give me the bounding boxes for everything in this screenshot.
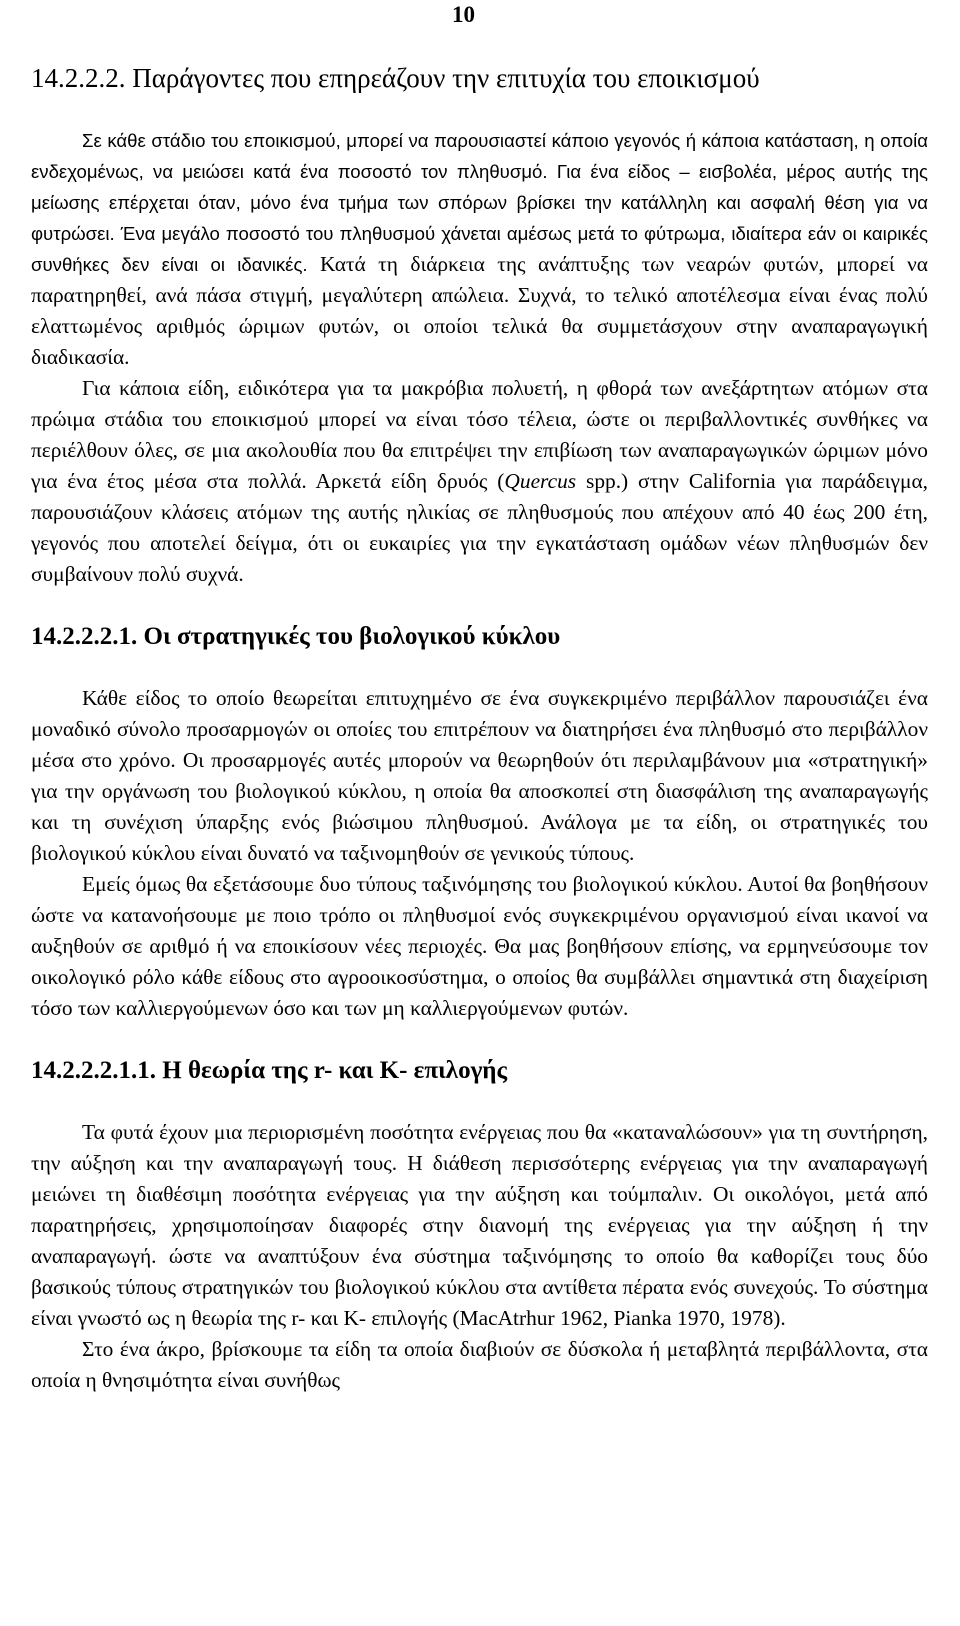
paragraph-text: spp.) στην California για παράδειγμα, παρουσιάζουν κλάσεις ατόμων της αυτής ηλικίας σε πληθυσμούς που απέχουν από 40 έως 200 έτη, γεγονός που αποτελεί δείγμα, ότι οι ευκαιρίες για την εγκατάσταση ομάδων νέων πληθυσμών δεν συμβαίνουν πολύ συχνά. (31, 469, 929, 586)
body-paragraph (31, 373, 928, 590)
paragraph-text-serif: Κατά τη διάρκεια της ανάπτυξης των νεαρών φυτών, μπορεί να παρατηρηθεί, ανά πάσα στιγμή, μεγαλύτερη απώλεια. Συχνά, το τελικό αποτέλεσμα είναι ένας πολύ ελαττωμένος αριθμός ώριμων φυτών, οι οποίοι τελικά θα συμμετάσχουν στην αναπαραγωγική διαδικασία. (31, 252, 928, 369)
document-body (31, 62, 928, 1396)
section-heading: 14.2.2.2. Παράγοντες που επηρεάζουν την επιτυχία του εποικισμού (31, 63, 760, 93)
subsection-heading: 14.2.2.2.1. Οι στρατηγικές του βιολογικού κύκλου (31, 623, 561, 650)
body-paragraph: Στο ένα άκρο, βρίσκουμε τα είδη τα οποία διαβιούν σε δύσκολα ή μεταβλητά περιβάλλοντα, στα οποία η θνησιμότητα είναι συνήθως (31, 1337, 928, 1392)
body-paragraph: Εμείς όμως θα εξετάσουμε δυο τύπους ταξινόμησης του βιολογικού κύκλου. Αυτοί θα βοηθήσουν ώστε να κατανοήσουμε με ποιο τρόπο οι πληθυσμοί ενός συγκεκριμένου οργανισμού είναι ικανοί να αυξηθούν σε αριθμό ή να εποικίσουν νέες περιοχές. Θα μας βοηθήσουν επίσης, να ερμηνεύσουμε τον οικολογικό ρόλο κάθε είδους στο αγροοικοσύστημα, ο οποίος θα συμβάλλει σημαντικά στη διαχείριση τόσο των καλλιεργούμενων όσο και των μη καλλιεργούμενων φυτών. (31, 872, 928, 1020)
body-paragraph (31, 125, 928, 373)
body-paragraph: Τα φυτά έχουν μια περιορισμένη ποσότητα ενέργειας που θα «καταναλώσουν» για τη συντήρηση, την αύξηση και την αναπαραγωγή τους. Η διάθεση περισσότερης ενέργειας για την αναπαραγωγή μειώνει τη διαθέσιμη ποσότητα ενέργειας για την αύξηση και τούμπαλιν. Οι οικολόγοι, μετά από παρατηρήσεις, χρησιμοποίησαν διαφορές στην διανομή της ενέργειας για την αύξηση ή την αναπαραγωγή. ώστε να αναπτύξουν ένα σύστημα ταξινόμησης το οποίο θα καθορίζει τους δύο βασικούς τύπους στρατηγικών του βιολογικού κύκλου στα αντίθετα πέρατα ενός συνεχούς. Το σύστημα είναι γνωστό ως η θεωρία της r- και K- επιλογής (MacAtrhur 1962, Pianka 1970, 1978). (31, 1120, 928, 1330)
paragraph-text-sans: Σε κάθε στάδιο του εποικισμού, μπορεί να παρουσιαστεί κάποιο γεγονός ή κάποια κατάσταση, η οποία ενδεχομένως, να μειώσει κατά ένα ποσοστό τον πληθυσμό. Για ένα είδος – εισβολέα, μέρος αυτής της μείωσης επέρχεται όταν, μόνο ένα τμήμα των σπόρων βρίσκει την κατάλληλη και ασφαλή θέση για να φυτρώσει. Ένα μεγάλο ποσοστό του πληθυσμού χάνεται αμέσως μετά το φύτρωμα, ιδιαίτερα εάν οι καιρικές συνθήκες δεν είναι οι ιδανικές. (31, 130, 928, 275)
subsection-heading: 14.2.2.2.1.1. Η θεωρία της r- και K- επιλογής (31, 1057, 508, 1084)
species-name: Quercus (504, 469, 577, 493)
body-paragraph: Κάθε είδος το οποίο θεωρείται επιτυχημένο σε ένα συγκεκριμένο περιβάλλον παρουσιάζει ένα μοναδικό σύνολο προσαρμογών οι οποίες του επιτρέπουν να διατηρήσει ένα πληθυσμό στο περιβάλλον μέσα στο χρόνο. Οι προσαρμογές αυτές μπορούν να θεωρηθούν ότι περιλαμβάνουν μια «στρατηγική» για την οργάνωση του βιολογικού κύκλου, η οποία θα αποσκοπεί στη διασφάλιση της αναπαραγωγής και τη συνέχιση ύπαρξης ενός βιώσιμου πληθυσμού. Ανάλογα με τα είδη, οι στρατηγικές του βιολογικού κύκλου είναι δυνατό να ταξινομηθούν σε γενικούς τύπους. (31, 686, 928, 865)
page-number: 10 (452, 2, 475, 27)
paragraph-text: Για κάποια είδη, ειδικότερα για τα μακρόβια πολυετή, η φθορά των ανεξάρτητων ατόμων στα πρώιμα στάδια του εποικισμού μπορεί να είναι τόσο τέλεια, ώστε οι περιβαλλοντικές συνθήκες να περιέλθουν όλες, σε μια ακολουθία που θα επιτρέψει την επιβίωση των αναπαραγωγικών ώριμων μόνο για ένα έτος μέσα στα πολλά. Αρκετά είδη δρυός ( (31, 376, 928, 493)
